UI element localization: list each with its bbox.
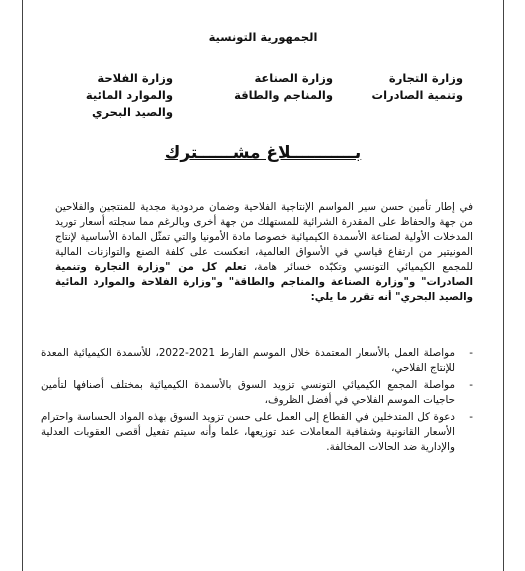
body-intro: في إطار تأمين حسن سير المواسم الإنتاجية الفلاحية وضمان مردودية مجدية للمنتجين والفلاحين من جهة والحفاظ على المقدرة الشرائية للمستهلك من جهة أخرى وبالرغم مما سجلته أسعار توريد المدخلات الأولية لصناعة الأسمدة الكيميائية خصوصا مادة الأمونيا والتي تمثّل المادة الأساسية لإنتاج المونيتير من ارتفاع قياسي في الأسواق العالمية، انعكست على كلفة الصنع والتوازنات المالية للمجمع الكيميائي التونسي وتكبّده خسائر هامة، [55, 201, 473, 273]
ministry-industry-line-1: وزارة الصناعة [254, 71, 333, 85]
list-item [41, 410, 473, 455]
ministry-agriculture [63, 70, 173, 121]
list-item-text: دعوة كل المتدخلين في القطاع إلى العمل على حسن تزويد السوق بهذه المواد الحساسة واحترام الأسعار القانونية وشفافية المعاملات عند توزيعها، علما وأنه سيتم تفعيل أقصى العقوبات العدلية والإدارية ضد الحالات المخالفة. [41, 411, 455, 453]
ministry-commerce-line-1: وزارة التجارة [388, 71, 463, 85]
ministry-commerce [353, 70, 463, 104]
list-item-text: مواصلة المجمع الكيميائي التونسي تزويد السوق بالأسمدة الكيميائية بمختلف أصنافها لتأمين حاجيات الموسم الفلاحي في أفضل الظروف، [41, 379, 455, 406]
list-item [41, 346, 473, 376]
list-dash: - [469, 379, 473, 391]
republic-heading: الجمهورية التونسية [208, 30, 318, 44]
list-dash: - [469, 411, 473, 423]
ministry-agriculture-line-1: وزارة الفلاحة [97, 71, 173, 85]
document-page [22, 0, 504, 571]
document-title: بـــــــــــلاغ مشــــــترك [164, 143, 362, 163]
ministry-industry [223, 70, 333, 104]
ministry-agriculture-line-2: والموارد المائية [85, 88, 173, 102]
body-paragraph [55, 200, 473, 305]
list-item-text: مواصلة العمل بالأسعار المعتمدة خلال الموسم الفارط 2021-2022، للأسمدة الكيميائية المعدة للإنتاج الفلاحي، [41, 347, 455, 374]
list-item [41, 378, 473, 408]
list-dash: - [469, 347, 473, 359]
ministry-industry-line-2: والمناجم والطاقة [234, 88, 333, 102]
ministry-commerce-line-2: وتنمية الصادرات [371, 88, 463, 102]
decision-list [41, 346, 473, 457]
ministry-agriculture-line-3: والصيد البحري [91, 105, 173, 119]
body-decision: تعلم كل من "وزارة التجارة وتنمية الصادرات" و"وزارة الصناعة والمناجم والطاقة" و"وزارة الفلاحة والموارد المائية والصيد البحري" أنه تقرر ما يلي: [55, 261, 473, 303]
